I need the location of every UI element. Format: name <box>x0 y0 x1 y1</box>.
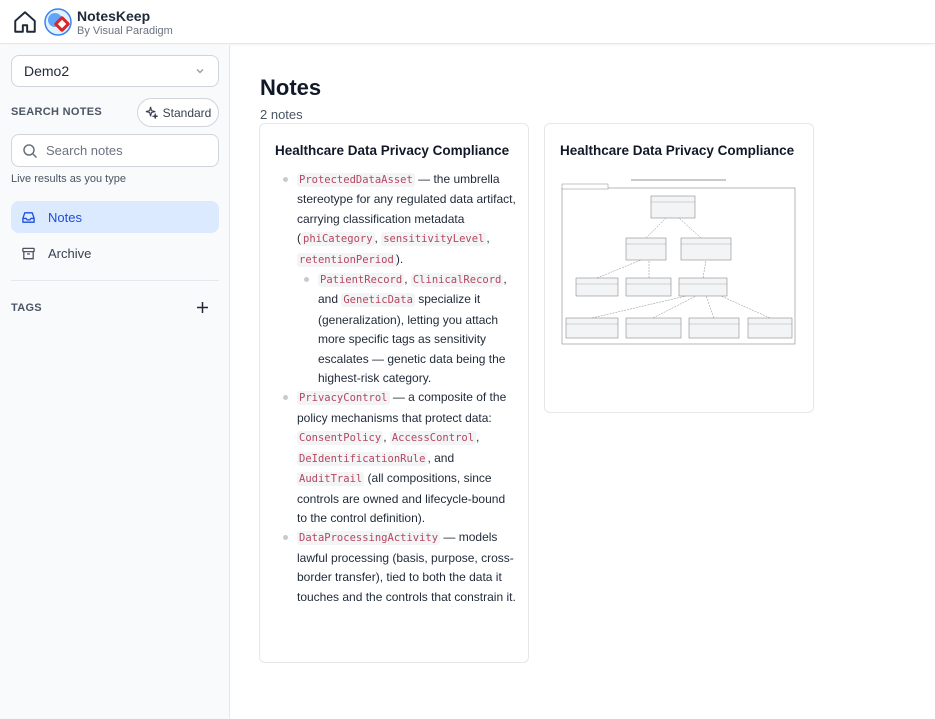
nav-item-label: Notes <box>48 209 82 225</box>
home-button[interactable] <box>10 7 40 37</box>
search-notes-label: SEARCH NOTES <box>11 106 102 118</box>
search-hint: Live results as you type <box>11 173 126 185</box>
uml-diagram-thumbnail <box>561 178 796 346</box>
search-input[interactable] <box>46 143 206 158</box>
plus-icon <box>196 301 209 314</box>
list-item: PatientRecord , ClinicalRecord , and GeneticData specialize it (generalization), letting you attach more specific tags as sensitivity escalates — genetic data being the highest-risk category. <box>318 270 517 388</box>
search-box <box>11 134 219 167</box>
chevron-down-icon <box>194 65 206 77</box>
tags-label: TAGS <box>11 302 42 314</box>
note-body <box>297 170 517 607</box>
inbox-icon <box>21 210 36 225</box>
list-item: PrivacyControl — a composite of the policy mechanisms that protect data: ConsentPolicy , AccessControl , DeIdentificationRule , and AuditTrail (all compositions, since controls are owned and lifecycle-bound to the control definition). <box>297 388 517 528</box>
nav-item-label: Archive <box>48 245 92 261</box>
note-title: Healthcare Data Privacy Compliance <box>560 143 795 158</box>
brand <box>77 8 173 38</box>
app-header <box>0 0 935 44</box>
archive-icon <box>21 246 36 261</box>
workspace-select[interactable] <box>11 55 219 87</box>
brand-subtitle: By Visual Paradigm <box>77 25 173 37</box>
list-item: ProtectedDataAsset — the umbrella stereotype for any regulated data artifact, carrying classification metadata ( phiCategory , sensitivityLevel , retentionPeriod ). PatientRecord , ClinicalRecord , and GeneticData specialize it (generalization), letting you attach more specific tags as sensitivity escalates — genetic data being the highest-risk category. <box>297 170 517 388</box>
note-count: 2 notes <box>260 107 303 122</box>
workspace-label: Demo2 <box>24 63 70 79</box>
page-title: Notes <box>260 75 322 100</box>
note-title: Healthcare Data Privacy Compliance <box>275 143 510 158</box>
brand-name: NotesKeep <box>77 8 151 24</box>
sidebar-divider <box>11 280 219 281</box>
search-mode-label: Standard <box>162 105 212 120</box>
note-card[interactable] <box>259 123 529 663</box>
search-mode-button[interactable] <box>137 98 219 127</box>
note-card[interactable] <box>544 123 814 413</box>
list-item: DataProcessingActivity — models lawful processing (basis, purpose, cross-border transfer), tied to both the data it touches and the controls that constrain it. <box>297 528 517 607</box>
sidebar <box>0 45 230 719</box>
nav-item-archive[interactable] <box>11 237 219 269</box>
add-tag-button[interactable] <box>194 299 210 315</box>
search-icon <box>22 143 38 159</box>
app-logo-icon <box>44 8 72 36</box>
nav-item-notes[interactable] <box>11 201 219 233</box>
home-icon <box>12 9 38 35</box>
sparkle-icon <box>145 106 158 119</box>
